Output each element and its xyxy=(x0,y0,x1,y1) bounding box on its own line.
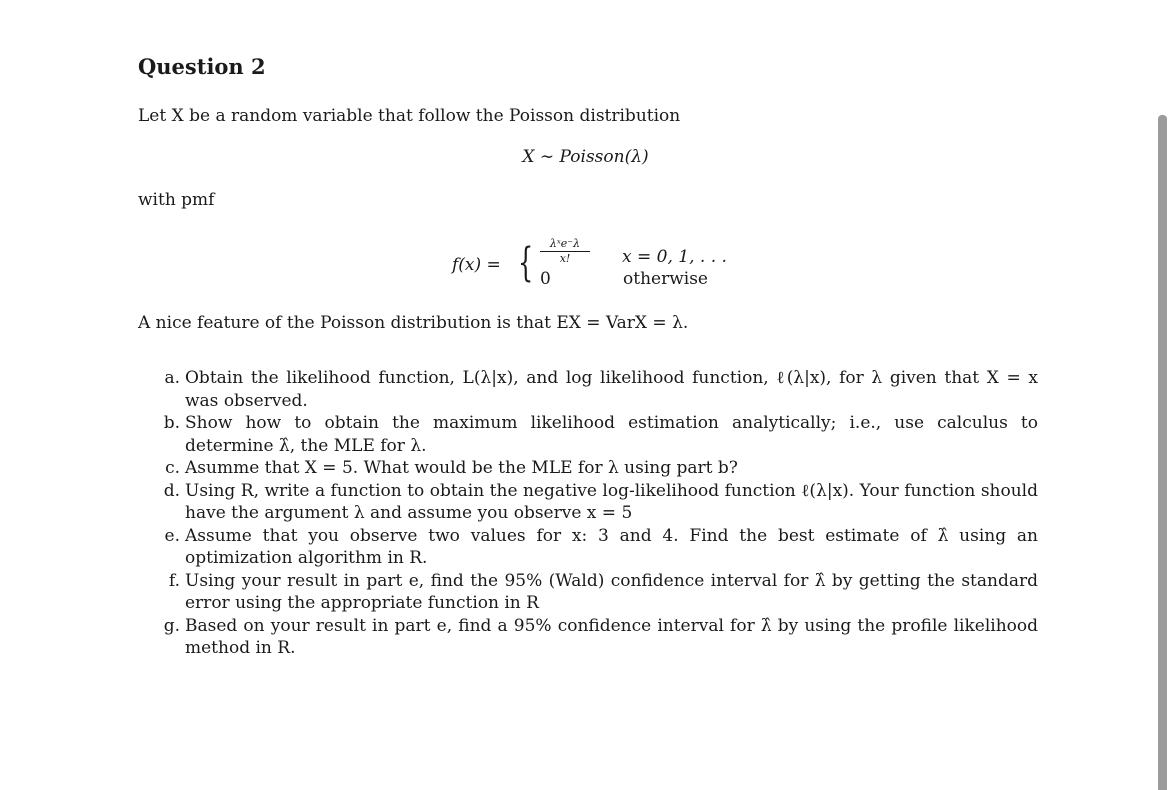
distribution-equation xyxy=(0,147,1170,167)
item-text: Based on your result in part e, find a 95% confidence interval for λ̂ by using the profile likelihood method in R. xyxy=(185,615,1038,658)
item-text: Obtain the likelihood function, L(λ|x), and log likelihood function, ℓ(λ|x), for λ given that X = x was observed. xyxy=(185,368,1038,411)
item-text: Asumme that X = 5. What would be the MLE for λ using part b? xyxy=(185,458,738,478)
item-marker: c. xyxy=(165,458,180,478)
item-marker: f. xyxy=(168,570,180,591)
item-marker: b. xyxy=(163,413,180,433)
item-marker: a. xyxy=(164,368,180,388)
pmf-zero: 0 xyxy=(540,269,551,289)
item-marker: g. xyxy=(163,615,180,636)
list-item xyxy=(138,570,1038,615)
distribution-text: X ∼ Poisson(λ) xyxy=(522,147,649,167)
vertical-scrollbar[interactable] xyxy=(1150,0,1170,790)
item-text: Using your result in part e, find the 95% (Wald) confidence interval for λ̂ by getting the standard error using the appropriate function in R xyxy=(185,570,1038,613)
list-item xyxy=(138,457,1038,480)
item-marker: e. xyxy=(164,525,180,546)
question-list xyxy=(138,367,1038,660)
left-brace: { xyxy=(518,240,534,286)
pmf-case2: otherwise xyxy=(623,269,708,289)
item-marker: d. xyxy=(163,480,180,501)
feature-paragraph: A nice feature of the Poisson distribution is that EX = VarX = λ. xyxy=(138,313,689,333)
pmf-case1: x = 0, 1, . . . xyxy=(622,247,727,267)
question-heading: Question 2 xyxy=(138,54,266,79)
list-item xyxy=(138,412,1038,457)
item-text: Using R, write a function to obtain the negative log-likelihood function ℓ(λ|x). Your function should have the argument λ and assume you observe x = 5 xyxy=(185,480,1038,523)
list-item xyxy=(138,615,1038,660)
item-text: Show how to obtain the maximum likelihood estimation analytically; i.e., use calculus to determine λ̂, the MLE for λ. xyxy=(185,413,1038,456)
list-item xyxy=(138,525,1038,570)
pmf-numerator: λˣe⁻λ xyxy=(540,238,590,252)
pmf-denominator: x! xyxy=(559,252,571,265)
pmf-label: with pmf xyxy=(138,190,215,210)
pmf-lhs: f(x) = xyxy=(452,255,501,275)
item-text: Assume that you observe two values for x: 3 and 4. Find the best estimate of λ̂ using an optimization algorithm in R. xyxy=(185,525,1038,568)
pmf-fraction xyxy=(540,238,590,265)
list-item xyxy=(138,480,1038,525)
list-item xyxy=(138,367,1038,412)
intro-paragraph: Let X be a random variable that follow the Poisson distribution xyxy=(138,106,681,126)
scrollbar-thumb[interactable] xyxy=(1158,115,1167,790)
